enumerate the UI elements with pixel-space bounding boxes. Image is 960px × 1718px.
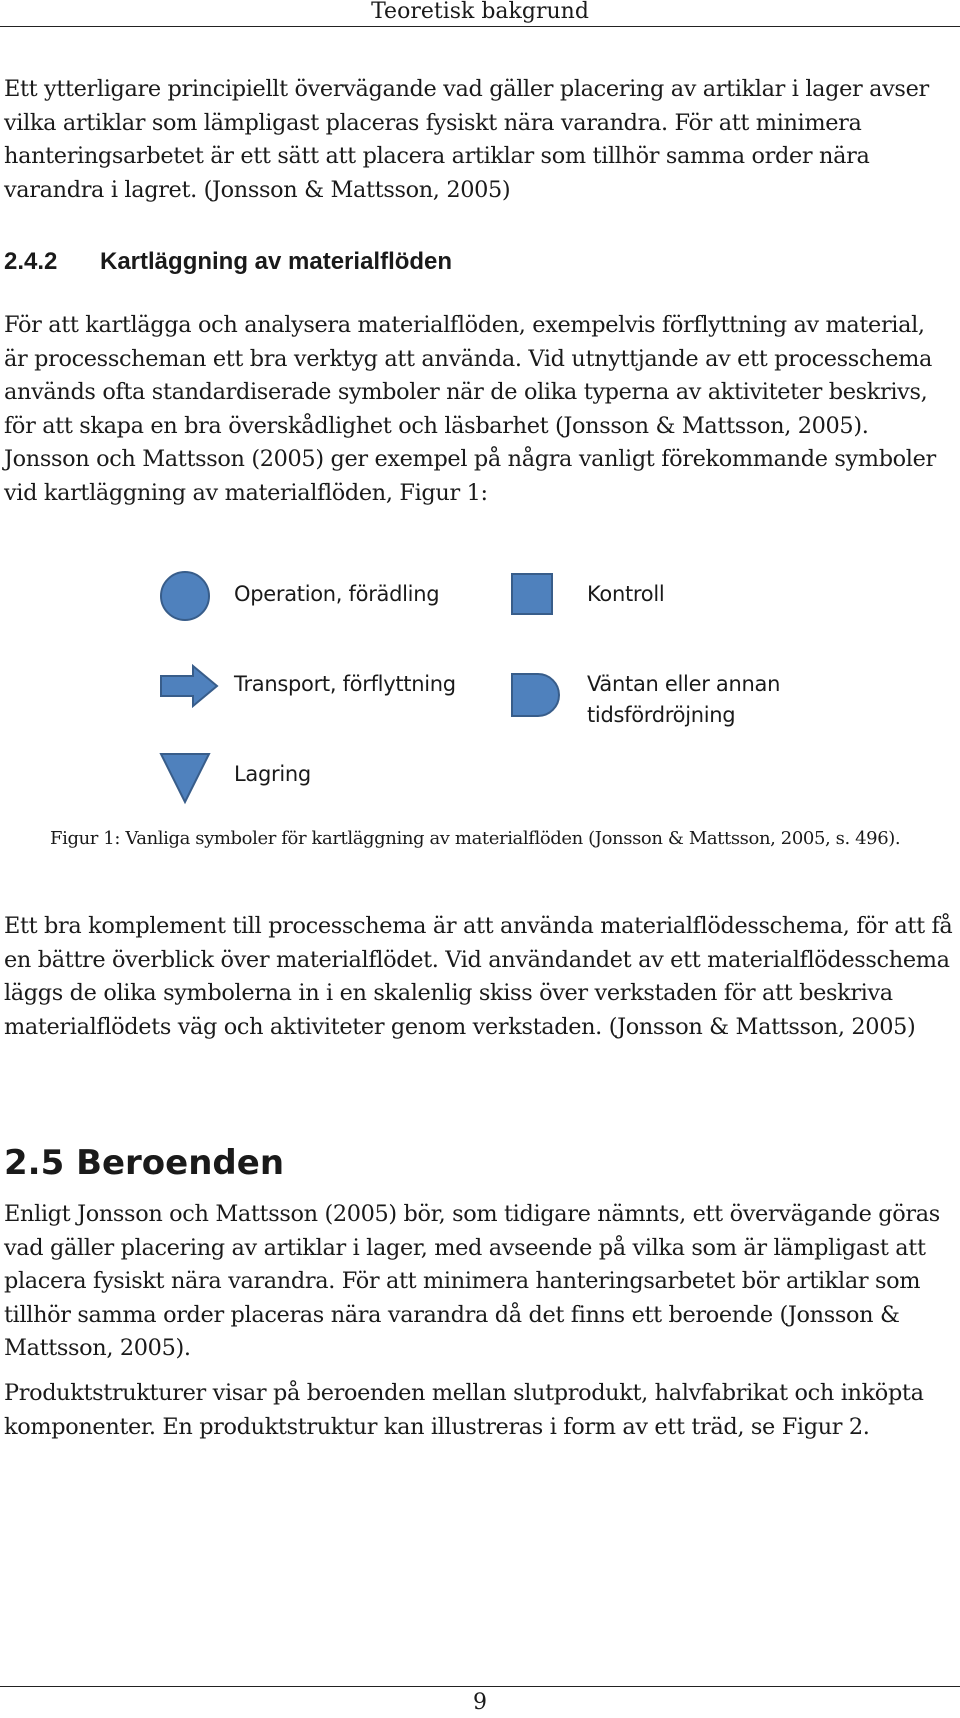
page-header xyxy=(0,0,960,27)
circle-shape xyxy=(161,572,209,620)
section-title: Kartläggning av materialflöden xyxy=(100,248,453,275)
after-figure-paragraph: Ett bra komplement till processchema är att använda materialflödesschema, för att få en bättre överblick över materialflödet. Vid användandet av ett materialflödesschema läggs de olika symbolerna in i en skalenlig skiss över verkstaden för att beskriva materialflödets väg och aktiviteter genom verkstaden. (Jonsson & Mattsson, 2005) xyxy=(4,913,953,1040)
triangle-shape xyxy=(161,754,209,802)
symbol-label-vantan-line1: Väntan eller annan xyxy=(587,672,781,696)
section-2-5-paragraph-1: Enligt Jonsson och Mattsson (2005) bör, som tidigare nämnts, ett övervägande göras vad gäller placering av artiklar i lager, med avseende på vilka som är lämpligast att placera fysiskt nära varandra. För att minimera hanteringsarbetet bör artiklar som tillhör samma order placeras nära varandra då det finns ett beroende (Jonsson & Mattsson, 2005). xyxy=(4,1201,940,1362)
section-2-4-2-paragraph: För att kartlägga och analysera materialflöden, exempelvis förflyttning av material, är processcheman ett bra verktyg att använda. Vid utnyttjande av ett processchema används ofta standardiserade symboler när de olika typerna av aktiviteter beskrivs, för att skapa en bra överskådlighet och läsbarhet (Jonsson & Mattsson, 2005). Jonsson och Mattsson (2005) ger exempel på några vanligt förekommande symboler vid kartläggning av materialflöden, Figur 1: xyxy=(4,312,936,506)
figure-1 xyxy=(150,560,850,820)
intro-paragraph: Ett ytterligare principiellt övervägande vad gäller placering av artiklar i lager avser vilka artiklar som lämpligast placeras fysiskt nära varandra. För att minimera hanteringsarbetet är ett sätt att placera artiklar som tillhör samma order nära varandra i lagret. (Jonsson & Mattsson, 2005) xyxy=(4,76,929,203)
square-icon xyxy=(510,572,554,616)
section-2-5-paragraph-2: Produktstrukturer visar på beroenden mellan slutprodukt, halvfabrikat och inköpta komponenter. En produktstruktur kan illustreras i form av ett träd, se Figur 2. xyxy=(4,1380,924,1440)
symbol-label-lagring: Lagring xyxy=(234,762,311,786)
header-title: Teoretisk bakgrund xyxy=(371,0,589,24)
symbol-label-transport: Transport, förflyttning xyxy=(234,672,456,696)
arrow-icon xyxy=(159,664,221,708)
section-heading-2-4-2 xyxy=(4,247,452,277)
section-number: 2.4.2 xyxy=(4,248,58,275)
figure-1-caption: Figur 1: Vanliga symboler för kartläggning av materialflöden (Jonsson & Mattsson, 2005, s. 496). xyxy=(50,828,901,849)
triangle-icon xyxy=(159,752,211,806)
square-shape xyxy=(512,574,552,614)
symbol-label-operation: Operation, förädling xyxy=(234,582,440,606)
d-shape-icon xyxy=(510,672,564,718)
page-number: 9 xyxy=(473,1690,487,1715)
symbol-label-vantan-line2: tidsfördröjning xyxy=(587,703,736,727)
section-heading-2-5: 2.5 Beroenden xyxy=(4,1143,285,1183)
circle-icon xyxy=(159,570,211,622)
footer-divider xyxy=(0,1686,960,1687)
d-shape xyxy=(512,674,559,716)
arrow-shape xyxy=(161,666,217,706)
symbol-label-kontroll: Kontroll xyxy=(587,582,665,606)
